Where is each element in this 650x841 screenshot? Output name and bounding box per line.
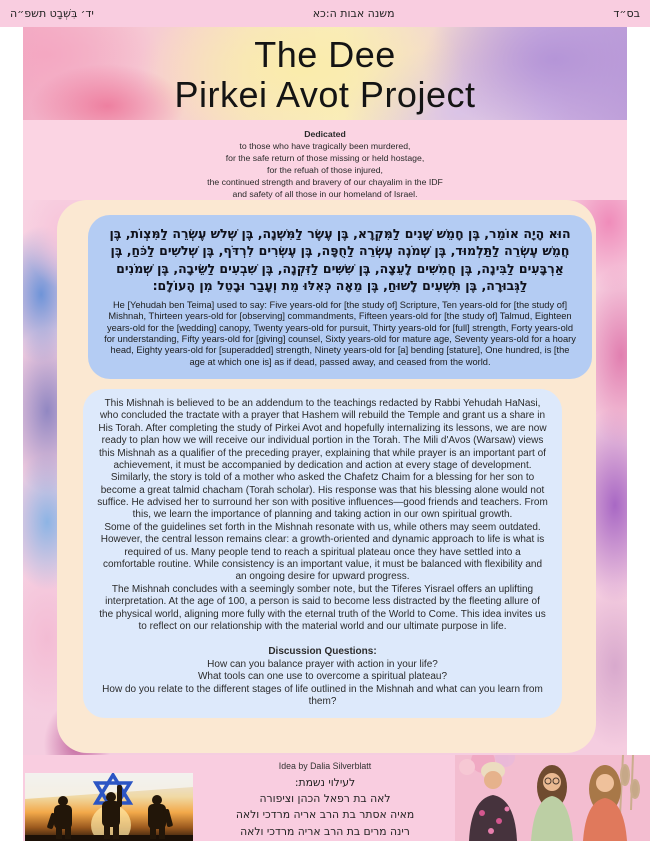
commentary-box (83, 389, 562, 718)
main-body (23, 200, 627, 755)
memorial-heading: לעילוי נשמת: (294, 776, 356, 789)
dedication-line: and safety of all those in our homeland of Israel. (232, 188, 418, 199)
page-title-line1: The Dee (254, 34, 396, 75)
commentary-paragraph: The Mishnah concludes with a seemingly somber note, but the Tiferes Yisrael offers an uplifting interpretation. At the age of 100, a person is said to become less distracted by the fleeting allure of the physical world, aligning more fully with the eternal truth of the World to Come. This idea invites us to reflect on our relationship with the material world and our ultimate purpose in life. (99, 583, 546, 632)
dedication-line: for the refuah of those injured, (267, 164, 383, 175)
header-bsd: בס״ד (613, 7, 640, 20)
mishnah-text-box (88, 215, 592, 379)
page-title (23, 35, 627, 116)
header-bar (0, 0, 650, 27)
commentary-paragraph: This Mishnah is believed to be an addendum to the teachings redacted by Rabbi Yehudah HaNasi, who concluded the tractate with a prayer that Hashem will rebuild the Temple and grant us a share in His Torah. After completing the study of Pirkei Avot and hopefully internalizing its lessons, we are now ready to plan how we will receive our individual portion in the Torah. The Mili d'Avos (Warsaw) views this Mishnah as a qualifier of the preceding prayer, explaining that while prayer is an important part of achievement, it must be accompanied by dedication and action at every stage of development. Similarly, the story is told of a mother who asked the Chafetz Chaim for a blessing for her son to become a great talmid chacham (Torah scholar). His response was that his blessing alone would not suffice. He advised her to surround her son with positive influences—good friends and teachers. From this, we learn the importance of planning and taking action in our own spiritual growth. (97, 397, 548, 521)
dedication-line: for the safe return of those missing or held hostage, (225, 152, 425, 163)
dedication-line: Dedicated (304, 129, 346, 139)
family-photo (455, 755, 650, 841)
discussion-question: What tools can one use to overcome a spiritual plateau? (197, 671, 448, 683)
content-card (57, 200, 596, 753)
dedication-line: to those who have tragically been murdered, (239, 140, 411, 151)
memorial-name: לאה בת רפאל הכהן וציפורה (259, 792, 391, 806)
header-date: יד׳ בִּשְׁבָט תשפ״ה (10, 7, 94, 20)
title-band (23, 27, 627, 120)
discussion-question: How can you balance prayer with action in your life? (207, 658, 438, 670)
memorial-name: רינה מרים בת הרב אריה מרדכי ולאה (240, 824, 410, 838)
memorial-name: מאיה אסתר בת הרב אריה מרדכי ולאה (235, 808, 415, 822)
mishnah-english-translation: He [Yehudah ben Teima] used to say: Five years-old for [the study of] Scripture, Ten years-old for [the study of] Mishnah, Thirteen years-old for [observing] commandments, Fifteen years-old for [the study of] Talmud, Eighteen years-old for the [wedding] canopy, Twenty years-old for pursuit, Thirty years-old for [full] strength, Forty years-old for understanding, Fifty years-old for [giving] counsel, Sixty years-old for mature age, Seventy years-old for a hoary head, Eighty years-old for [superadded] strength, Ninety years-old for [a] bending [stature], One hundred, is [the age at which one is] as if dead, passed away, and ceased from the world. (104, 300, 576, 367)
mishnah-hebrew-text: הוּא הָיָה אוֹמֵר, בֶּן חָמֵשׁ שָׁנִים לַמִּקְרָא, בֶּן עֶשֶׂר לַמִּשְׁנָה, בֶּן שְׁלשׁ עֶשְׂרֵה לַמִּצְוֹת, בֶּן חֲמֵשׁ עֶשְׂרֵה לַתַּלְמוּד, בֶּן שְׁמֹנֶה עֶשְׂרֵה לַחֻפָּה, בֶּן עֶשְׂרִים לִרְדֹּף, בֶּן שְׁלשִׁים לַכֹּחַ, בֶּן אַרְבָּעִים לַבִּינָה, בֶּן חֲמִשִּׁים לָעֵצָה, בֶּן שִׁשִּׁים לַזִּקְנָה, בֶּן שִׁבְעִים לַשֵּׂיבָה, בֶּן שְׁמֹנִים לַגְּבוּרָה, בֶּן תִּשְׁעִים לָשׁוּחַ, בֶּן מֵאָה כְּאִלּוּ מֵת וְעָבַר וּבָטֵל מִן הָעוֹלָם: (109, 226, 571, 293)
dedication-section (23, 120, 627, 200)
soldiers-photo (25, 773, 193, 841)
idea-credit: Idea by Dalia Silverblatt (278, 761, 372, 771)
dedication-line: the continued strength and bravery of our chayalim in the IDF (207, 176, 443, 187)
header-mishnah-reference: משנה אבות ה:כא (312, 7, 395, 20)
commentary-paragraph: Some of the guidelines set forth in the Mishnah resonate with us, while others may seem outdated. However, the central lesson remains clear: a growth-oriented and dynamic approach to life is what is required of us. Many people tend to reach a spiritual plateau once they have settled into a comfortable routine. While consistency is an important value, it must be balanced with flexibility and an ongoing desire for upward progress. (100, 521, 545, 583)
discussion-questions-heading: Discussion Questions: (268, 646, 377, 658)
page-title-line2: Pirkei Avot Project (174, 74, 476, 116)
discussion-question: How do you relate to the different stages of life outlined in the Mishnah and what can you learn from them? (102, 683, 543, 707)
